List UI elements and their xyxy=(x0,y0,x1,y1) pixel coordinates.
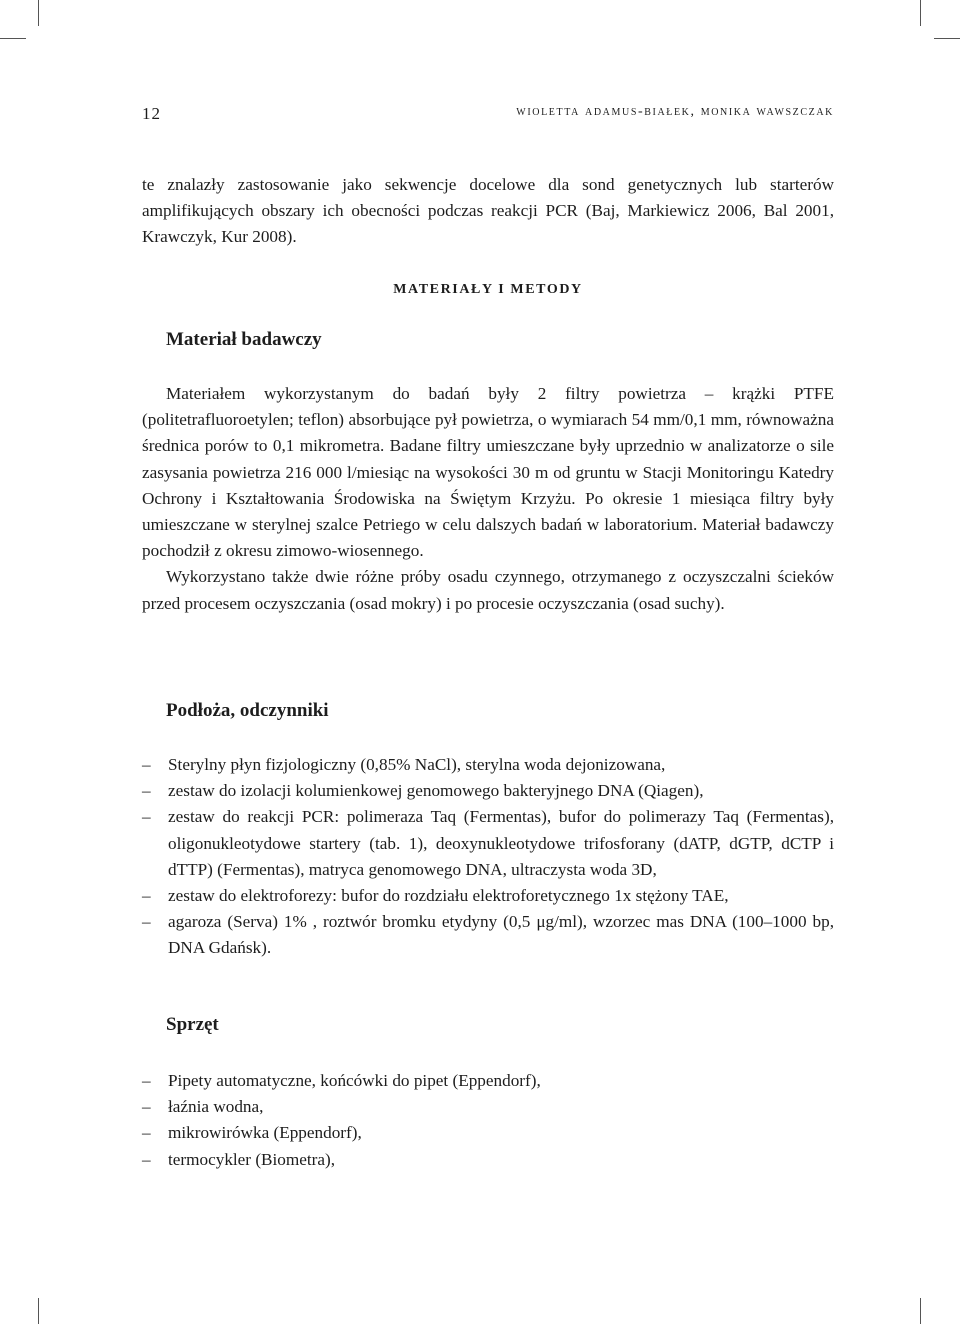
dash-marker: – xyxy=(142,912,151,932)
equipment-heading: Sprzęt xyxy=(166,1014,219,1035)
list-item-text: Pipety automatyczne, końcówki do pipet (Eppendorf), xyxy=(168,1071,541,1090)
list-item-text: zestaw do elektroforezy: bufor do rozdziału elektroforetycznego 1x stężony TAE, xyxy=(168,886,729,906)
list-item xyxy=(142,804,834,883)
crop-mark-bottom-left-v xyxy=(38,1298,39,1324)
crop-mark-top-right-v xyxy=(920,0,921,26)
equipment-list xyxy=(142,1068,834,1173)
crop-mark-bottom-right-v xyxy=(920,1298,921,1324)
dash-marker: – xyxy=(142,1097,151,1117)
crop-mark-top-left-v xyxy=(38,0,39,26)
material-paragraph-2: Wykorzystano także dwie różne próby osadu czynnego, otrzymanego z oczyszczalni ścieków przed procesem oczyszczania (osad mokry) i po procesie oczyszczania (osad suchy). xyxy=(142,567,834,613)
crop-mark-top-left-h xyxy=(0,38,26,39)
page-header xyxy=(142,104,834,130)
media-heading: Podłoża, odczynniki xyxy=(166,700,329,721)
running-head: wioletta adamus-białek, monika wawszczak xyxy=(516,104,834,119)
list-item xyxy=(142,1147,834,1173)
material-heading: Materiał badawczy xyxy=(166,329,322,350)
list-item-text: termocykler (Biometra), xyxy=(168,1149,336,1169)
list-item xyxy=(142,1068,834,1094)
dash-marker: – xyxy=(142,781,151,801)
list-item-text: zestaw do reakcji PCR: polimeraza Taq (Fermentas), bufor do polimerazy Taq (Fermentas), oligonukleotydowe startery (tab. 1), deoxynukleotydowe trifosforany (dATP, dGTP, dCTP i dTTP) (Fermentas), matryca genomowego DNA, ultraczysta woda 3D, xyxy=(168,807,834,879)
section-title: MATERIAŁY I METODY xyxy=(393,282,583,297)
media-list xyxy=(142,752,834,962)
dash-marker: – xyxy=(142,755,151,774)
material-text xyxy=(142,381,834,617)
dash-marker: – xyxy=(142,1071,151,1090)
list-item-text: mikrowirówka (Eppendorf), xyxy=(168,1123,362,1143)
dash-marker: – xyxy=(142,1123,151,1143)
dash-marker: – xyxy=(142,886,151,906)
crop-mark-top-right-h xyxy=(934,38,960,39)
material-paragraph-1: Materiałem wykorzystanym do badań były 2 filtry powietrza – krążki PTFE (politetrafluoroetylen; teflon) absorbujące pył powietrza, o wymiarach 54 mm/0,1 mm, równoważna średnica porów to 0,1 mikrometra. Badane filtry umieszczane były uprzednio w analizatorze o sile zasysania powietrza 216 000 l/miesiąc na wysokości 30 m od gruntu w Stacji Monitoringu Katedry Ochrony i Kształtowania Środowiska na Świętym Krzyżu. Po okresie 1 miesiąca filtry były umieszczane w sterylnej szalce Petriego w celu dalszych badań w laboratorium. Materiał badawczy pochodził z okresu zimowo-wiosennego. xyxy=(142,384,834,561)
list-item-text: agaroza (Serva) 1% , roztwór bromku etydyny (0,5 μg/ml), wzorzec mas DNA (100–1000 bp, DNA Gdańsk). xyxy=(168,912,834,958)
list-item xyxy=(142,909,834,961)
list-item-text: łaźnia wodna, xyxy=(168,1097,264,1117)
page-number: 12 xyxy=(142,104,161,123)
dash-marker: – xyxy=(142,807,151,827)
list-item xyxy=(142,883,834,909)
list-item xyxy=(142,752,834,778)
list-item-text: Sterylny płyn fizjologiczny (0,85% NaCl), sterylna woda dejonizowana, xyxy=(168,755,666,774)
intro-paragraph: te znalazły zastosowanie jako sekwencje docelowe dla sond genetycznych lub starterów amplifikujących obszary ich obecności podczas reakcji PCR (Baj, Markiewicz 2006, Bal 2001, Krawczyk, Kur 2008). xyxy=(142,175,834,247)
list-item-text: zestaw do izolacji kolumienkowej genomowego bakteryjnego DNA (Qiagen), xyxy=(168,781,704,801)
dash-marker: – xyxy=(142,1149,151,1169)
list-item xyxy=(142,1094,834,1120)
list-item xyxy=(142,1120,834,1146)
list-item xyxy=(142,778,834,804)
